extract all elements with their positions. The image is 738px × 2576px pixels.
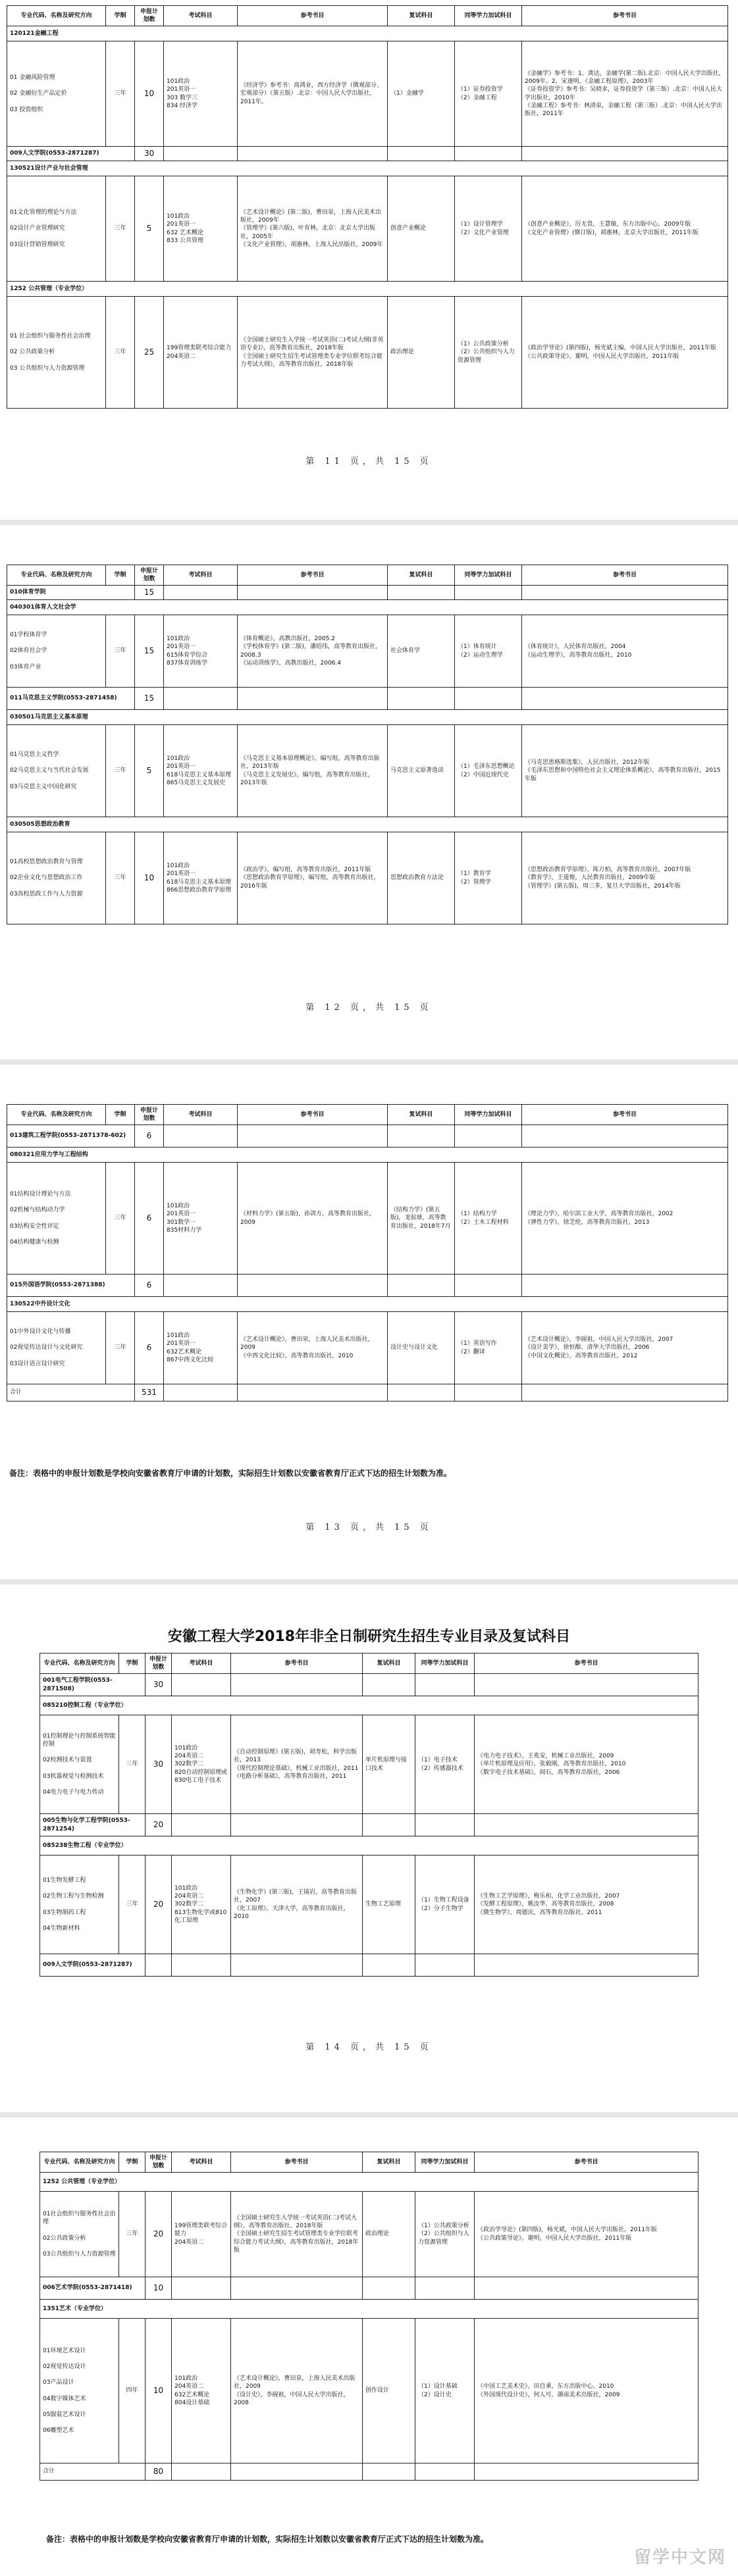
header-duration: 学制: [119, 2152, 145, 2173]
quota: 10: [135, 41, 164, 147]
total-quota: 80: [145, 2463, 172, 2481]
program-header: 085210控制工程（专业学位）: [40, 1696, 698, 1715]
exam-subjects: 199管理类联考综合能力 204英语二: [164, 297, 238, 409]
header-retest: 复试科目: [363, 1654, 415, 1674]
catalog-table-p14: [40, 1653, 698, 1977]
header-quota: 申报计划数: [145, 1654, 172, 1674]
school-header: 005生物与化学工程学院(0553-2871254): [40, 1814, 145, 1836]
retest-subject: 《结构力学》(第五版)，龙驭球，高等教育出版社，2018年7月: [388, 1163, 455, 1275]
reference-books: 《全国硕士研究生入学统一考试英语(二)考试大纲(非英语专业)》，高等教育出版社，2018年版 《全国硕士研究生招生考试管理类专业学位联考综合能力考试大纲》，高等教育出版社，2018年版: [238, 297, 388, 409]
program-header: 1252 公共管理（专业学位）: [7, 282, 728, 297]
table-header-row: [7, 565, 728, 586]
table-row: [40, 2173, 698, 2192]
equiv-reference-books: 《马克思恩格斯选集》，人民出版社，2012年版 《毛泽东思想和中国特色社会主义理论体系概论》，高等教育出版社，2015年版: [522, 725, 728, 817]
page-14: [0, 1612, 738, 2073]
header-quota: 申报计划数: [135, 1105, 164, 1125]
table-header-row: [7, 6, 728, 26]
duration: 三年: [106, 1163, 135, 1275]
header-retest: 复试科目: [388, 6, 455, 26]
reference-books: 《生物化学》(第三版)，王镜岩，高等教育出版社，2007 《化工原理》，天津大学，高等教育出版社，2010: [231, 1856, 363, 1954]
program-header: 120121金融工程: [7, 26, 728, 41]
table-row: [40, 1696, 698, 1715]
quota: 5: [135, 725, 164, 817]
table-row: [7, 1384, 728, 1402]
table-row: [7, 297, 728, 409]
table-row: [7, 147, 728, 161]
quota: 20: [145, 1814, 172, 1836]
school-header: 001电气工程学院(0553-2871508): [40, 1674, 145, 1696]
equiv-reference-books: 《艺术设计概论》，李砚祖，中国人民大学出版社，2007 《设计美学》，徐恒醇，清华大学出版社，2006 《中国文化概论》，高等教育出版社，2012: [522, 1312, 728, 1384]
header-program: 专业代码、名称及研究方向: [40, 1654, 119, 1674]
header-equiv: 同等学力加试科目: [415, 1654, 475, 1674]
catalog-table-p11: [7, 5, 728, 409]
table-row: [7, 1125, 728, 1148]
retest-subject: 政治理论: [388, 297, 455, 409]
header-refbooks: 参考书目: [238, 565, 388, 586]
page-15: [0, 2145, 738, 2576]
quota: 10: [145, 2277, 172, 2300]
table-row: [7, 710, 728, 725]
equiv-subjects: （1）体育统计 （2）运动生理学: [455, 615, 522, 688]
duration: 三年: [106, 832, 135, 924]
header-duration: 学制: [119, 1654, 145, 1674]
research-directions: 01结构设计理论与方法 02机械与结构动力学 03结构安全性评定 04结构健康与检测: [7, 1163, 106, 1275]
equiv-subjects: （1）公共政策分析 （2）公共组织与人力资源管理: [415, 2192, 475, 2277]
catalog-table-p12: [7, 565, 728, 924]
page-number: 第 14 页，共 15 页: [305, 2042, 433, 2052]
exam-subjects: 101政治 201英语一 618马克思主义基本原理 865马克思主义发展史: [164, 725, 238, 817]
school-header: 011马克思主义学院(0553-2871458): [7, 688, 135, 710]
quota: 6: [135, 1275, 164, 1297]
equiv-reference-books: 《政治学导论》(第四版)，杨光斌，中国人民大学出版社，2011年版 《公共政策导论》，谢明，中国人民大学出版社，2011年版: [475, 2192, 698, 2277]
header-quota: 申报计划数: [135, 6, 164, 26]
reference-books: 《材料力学》(第五版)，孙训方，高等教育出版社，2009: [238, 1163, 388, 1275]
table-row: [7, 615, 728, 688]
equiv-subjects: （1）毛泽东思想概论 （2）中国近现代史: [455, 725, 522, 817]
table-row: [7, 176, 728, 282]
table-row: [7, 1275, 728, 1297]
school-header: 010体育学院: [7, 586, 135, 600]
table-row: [7, 832, 728, 924]
equiv-subjects: （1）英语写作 （2）翻译: [455, 1312, 522, 1384]
page-divider: [0, 1579, 738, 1584]
reference-books: 《艺术设计概论》(第二版)，曹田泉，上海人民美术出版社，2009年 《管理学》(第六版)，叶育林，北京：北京大学出版社，2005年 《文化产业管理》，胡惠林，上海人民出版社，2009年: [238, 176, 388, 282]
quota: 10: [145, 2319, 172, 2463]
table-row: [7, 817, 728, 832]
research-directions: 01学校体育学 02体育社会学 03体育产业: [7, 615, 106, 688]
header-refbooks: 参考书目: [238, 6, 388, 26]
exam-subjects: 101政治 204英语二 302数学二 813生物化学或810化工原理: [172, 1856, 231, 1954]
equiv-subjects: （1）生物工程设备 （2）分子生物学: [415, 1856, 475, 1954]
page-12: [0, 559, 738, 1033]
school-header: 015外国语学院(0553-2871388): [7, 1275, 135, 1297]
site-watermark: 留学中文网: [633, 2548, 726, 2567]
retest-subject: 生物工艺原理: [363, 1856, 415, 1954]
equiv-subjects: （1）结构力学 （2）土木工程材料: [455, 1163, 522, 1275]
quota: 6: [135, 1125, 164, 1148]
header-quota: 申报计划数: [145, 2152, 172, 2173]
exam-subjects: 101政治 201英语一 632 艺术概论 833 公共管理: [164, 176, 238, 282]
research-directions: 01文化管理的理论与方法 02设计产业管理研究 03设计营销管理研究: [7, 176, 106, 282]
duration: 三年: [106, 297, 135, 409]
equiv-reference-books: 《政治学导论》(第四版)，杨光斌主编，中国人民大学出版社，2011年版 《公共政策导论》，谢明，中国人民大学出版社，2011年版: [522, 297, 728, 409]
reference-books: 《经济学》参考书：高鸿业，西方经济学（微观部分、宏观部分）（第五版）.北京：中国人民大学出版社，2011年。: [238, 41, 388, 147]
header-equiv-refs: 参考书目: [522, 6, 728, 26]
equiv-subjects: （1）设计管理学 （2）文化产业管理: [455, 176, 522, 282]
equiv-reference-books: 《理论力学》，哈尔滨工业大学，高等教育出版社，2002 《弹性力学》，徐芝纶，高等教育出版社，2013: [522, 1163, 728, 1275]
equiv-reference-books: 《电力电子技术》，王兆安，机械工业出版社，2009 《单片机原理及应用》，张毅刚，高等教育出版社，2010 《数字电子技术基础》，阎石，高等教育出版社，2006: [475, 1715, 698, 1814]
equiv-reference-books: 《金融学》参考书：1、黄达，金融学(第二版).北京：中国人民大学出版社，2009年。2、宋逢明，《金融工程原理》，2003年 《证券投资学》参考书：吴晓求，证券投资学（第三版）.北京：中国人民大学出版社，2010年 《金融工程》参考书：林清泉，金融工程（第三版）.北京：中国人民大学出版社，2011年: [522, 41, 728, 147]
research-directions: 01高校思想政治教育与管理 02企业文化与思想政治工作 03高校思政工作与人力资源: [7, 832, 106, 924]
header-equiv-refs: 参考书目: [475, 2152, 698, 2173]
table-row: [40, 2277, 698, 2300]
duration: 四年: [119, 2319, 145, 2463]
header-exam: 考试科目: [172, 1654, 231, 1674]
retest-subject: （1）金融学: [388, 41, 455, 147]
research-directions: 01 社会组织与服务性社会治理 02 公共政策分析 03 公共组织与人力资源管理: [7, 297, 106, 409]
program-header: 130522中外设计文化: [7, 1297, 728, 1312]
header-program: 专业代码、名称及研究方向: [7, 1105, 106, 1125]
quota: 6: [135, 1163, 164, 1275]
page-divider: [0, 2112, 738, 2117]
header-exam: 考试科目: [164, 565, 238, 586]
quota: 25: [135, 297, 164, 409]
quota: 30: [145, 1674, 172, 1696]
table-row: [40, 1836, 698, 1856]
table-row: [40, 1674, 698, 1696]
duration: 三年: [106, 1312, 135, 1384]
footnote: 备注：表格中的申报计划数是学校向安徽省教育厅申请的计划数，实际招生计划数以安徽省教育厅正式下达的招生计划数为准。: [46, 2535, 489, 2544]
school-header: 009人文学院(0553-2871287): [7, 147, 135, 161]
total-quota: 531: [135, 1384, 164, 1402]
table-row: [7, 600, 728, 615]
quota: 20: [145, 1856, 172, 1954]
quota: 10: [135, 832, 164, 924]
quota: 6: [135, 1312, 164, 1384]
header-program: 专业代码、名称及研究方向: [7, 565, 106, 586]
program-header: 080321应用力学与工程结构: [7, 1148, 728, 1163]
retest-subject: 创意产业概论: [388, 176, 455, 282]
page-number: 第 13 页，共 15 页: [305, 1523, 433, 1532]
page-divider: [0, 1059, 738, 1065]
school-header: 009人文学院(0553-2871287): [40, 1954, 145, 1977]
header-refbooks: 参考书目: [231, 1654, 363, 1674]
table-row: [40, 1715, 698, 1814]
exam-subjects: 199管理类联考综合能力 204英语二: [172, 2192, 231, 2277]
table-row: [7, 1163, 728, 1275]
total-label: 合计: [40, 2463, 145, 2481]
duration: 三年: [106, 176, 135, 282]
table-row: [40, 2463, 698, 2481]
retest-subject: 政治理论: [363, 2192, 415, 2277]
quota: 15: [135, 615, 164, 688]
program-header: 130521设计产业与社会管理: [7, 161, 728, 176]
quota: 15: [135, 688, 164, 710]
equiv-subjects: （1）证券投资学 （2）金融工程: [455, 41, 522, 147]
table-row: [40, 2319, 698, 2463]
exam-subjects: 101政治 201英语一 632艺术概论 867中西文化比较: [164, 1312, 238, 1384]
exam-subjects: 101政治 201英语一 303 数学三 834 经济学: [164, 41, 238, 147]
duration: 三年: [106, 725, 135, 817]
table-header-row: [40, 1654, 698, 1674]
header-duration: 学制: [106, 565, 135, 586]
header-program: 专业代码、名称及研究方向: [40, 2152, 119, 2173]
header-equiv-refs: 参考书目: [475, 1654, 698, 1674]
header-retest: 复试科目: [388, 565, 455, 586]
program-header: 085238生物工程（专业学位）: [40, 1836, 698, 1856]
equiv-subjects: （1）电子技术 （2）传感器技术: [415, 1715, 475, 1814]
header-retest: 复试科目: [388, 1105, 455, 1125]
school-header: 013建筑工程学院(0553-2871378-602): [7, 1125, 135, 1148]
reference-books: 《艺术设计概论》，曹田泉，上海人民美术出版社，2009 《中西文化比较》，高等教育出版社，2010: [238, 1312, 388, 1384]
table-header-row: [7, 1105, 728, 1125]
program-header: 1252 公共管理（专业学位）: [40, 2173, 698, 2192]
header-exam: 考试科目: [172, 2152, 231, 2173]
research-directions: 01马克思主义哲学 02马克思主义与当代社会发展 03马克思主义中国化研究: [7, 725, 106, 817]
research-directions: 01环境艺术设计 02视觉传达设计 03产品设计 04数字媒体艺术 05服装艺术设计 06雕塑艺术: [40, 2319, 119, 2463]
table-row: [7, 41, 728, 147]
retest-subject: 创作设计: [363, 2319, 415, 2463]
program-header: 040301体育人文社会学: [7, 600, 728, 615]
header-quota: 申报计划数: [135, 565, 164, 586]
reference-books: 《马克思主义基本原理概论》，编写组，高等教育出版社，2013年版 《马克思主义发展史》，编写组，高等教育出版社，2013年版: [238, 725, 388, 817]
exam-subjects: 101政治 201英语一 615体育学综合 837体育训练学: [164, 615, 238, 688]
equiv-reference-books: 《创意产业概论》，厉无畏，王慧敏，东方出版中心，2009年版 《文化产业管理》(修订版)，胡惠林，北京大学出版社，2011年版: [522, 176, 728, 282]
exam-subjects: 101政治 201英语一 618马克思主义基本原理 866思想政治教育学原理: [164, 832, 238, 924]
catalog-table-p13: [7, 1104, 728, 1402]
retest-subject: 马克思主义原著选读: [388, 725, 455, 817]
header-retest: 复试科目: [363, 2152, 415, 2173]
research-directions: 01中外设计文化与传播 02视觉传达设计与文化研究 03设计语言设计研究: [7, 1312, 106, 1384]
duration: 三年: [106, 615, 135, 688]
table-row: [40, 2192, 698, 2277]
table-row: [40, 1856, 698, 1954]
duration: 三年: [119, 1715, 145, 1814]
retest-subject: 社会体育学: [388, 615, 455, 688]
header-exam: 考试科目: [164, 1105, 238, 1125]
reference-books: 《体育概论》，高教出版社，2005.2 《学校体育学》(第二版)，潘绍伟，高等教育出版社，2008.3 《运动训练学》，高教出版社，2006.4: [238, 615, 388, 688]
header-equiv-refs: 参考书目: [522, 565, 728, 586]
research-directions: 01生物发酵工程 02生物工程与生物检测 03生物制药工程 04生物新材料: [40, 1856, 119, 1954]
page-divider: [0, 520, 738, 525]
duration: 三年: [106, 41, 135, 147]
exam-subjects: 101政治 204英语二 302数学二 820自动控制原理或830电工电子技术: [172, 1715, 231, 1814]
reference-books: 《全国硕士研究生入学统一考试英语(二)考试大纲》，高等教育出版社，2018年版 《全国硕士研究生招生考试管理类专业学位联考综合能力考试大纲》，高等教育出版社，2018年版: [231, 2192, 363, 2277]
header-equiv: 同等学力加试科目: [455, 1105, 522, 1125]
table-row: [7, 1312, 728, 1384]
page-11: [0, 0, 738, 480]
equiv-subjects: （1）设计基础 （2）设计史: [415, 2319, 475, 2463]
quota: 30: [145, 1715, 172, 1814]
reference-books: 《政治学》，编写组，高等教育出版社，2011年版 《思想政治教育学原理》，编写组，高等教育出版社，2016年版: [238, 832, 388, 924]
header-program: 专业代码、名称及研究方向: [7, 6, 106, 26]
document-title: 安徽工程大学2018年非全日制研究生招生专业目录及复试科目: [167, 1629, 571, 1645]
school-header: 006艺术学院(0553-2871418): [40, 2277, 145, 2300]
table-row: [40, 2300, 698, 2319]
quota: 20: [145, 2192, 172, 2277]
research-directions: 01 金融风险管理 02 金融衍生产品定价 03 投资组织: [7, 41, 106, 147]
header-equiv-refs: 参考书目: [522, 1105, 728, 1125]
table-row: [7, 282, 728, 297]
duration: 三年: [119, 2192, 145, 2277]
table-row: [7, 161, 728, 176]
reference-books: 《艺术设计概论》，曹田泉，上海人民美术出版社，2009 《设计史》，李砚祖，中国人民大学出版社，2008: [231, 2319, 363, 2463]
catalog-table-p15: [40, 2152, 698, 2481]
footnote: 备注：表格中的申报计划数是学校向安徽省教育厅申请的计划数，实际招生计划数以安徽省教育厅正式下达的招生计划数为准。: [9, 1469, 452, 1478]
retest-subject: 单片机原理与接口技术: [363, 1715, 415, 1814]
program-header: 1351艺术（专业学位）: [40, 2300, 698, 2319]
header-equiv: 同等学力加试科目: [415, 2152, 475, 2173]
equiv-reference-books: 《中国工艺美术史》，田自秉，东方出版中心，2010 《外国现代设计史》，何人可，湖南美术出版社，2009: [475, 2319, 698, 2463]
table-row: [40, 1814, 698, 1836]
research-directions: 01控制理论与控制系统智能控制 02检测技术与装置 03机器视觉与检测技术 04电力电子与电力传动: [40, 1715, 119, 1814]
page-number: 第 12 页，共 15 页: [305, 1003, 433, 1013]
header-refbooks: 参考书目: [231, 2152, 363, 2173]
table-row: [7, 725, 728, 817]
table-row: [7, 688, 728, 710]
header-equiv: 同等学力加试科目: [455, 6, 522, 26]
retest-subject: 设计史与设计文化: [388, 1312, 455, 1384]
header-equiv: 同等学力加试科目: [455, 565, 522, 586]
equiv-subjects: （1）公共政策分析 （2）公共组织与人力资源管理: [455, 297, 522, 409]
program-header: 030505思想政治教育: [7, 817, 728, 832]
equiv-reference-books: 《体育统计》，人民体育出版社，2004 《运动生理学》，高等教育出版社，2010: [522, 615, 728, 688]
table-header-row: [40, 2152, 698, 2173]
header-refbooks: 参考书目: [238, 1105, 388, 1125]
header-duration: 学制: [106, 6, 135, 26]
table-row: [40, 1954, 698, 1977]
table-row: [7, 1297, 728, 1312]
page-number: 第 11 页，共 15 页: [305, 457, 433, 467]
exam-subjects: 101政治 204英语二 632艺术概论 804设计基础: [172, 2319, 231, 2463]
table-row: [7, 586, 728, 600]
reference-books: 《自动控制原理》(第五版)，胡寿松，科学出版社，2013 《现代控制理论基础》，机械工业出版社，2011 《电路分析基础》，高等教育出版社，2011: [231, 1715, 363, 1814]
equiv-subjects: （1）教育学 （2）管理学: [455, 832, 522, 924]
quota: 5: [135, 176, 164, 282]
header-exam: 考试科目: [164, 6, 238, 26]
quota: 30: [135, 147, 164, 161]
equiv-reference-books: 《生物工艺学原理》，梅乐和，化学工业出版社，2007 《发酵工程原理》，姚汝华，高等教育出版社，2008 《微生物学》，周德庆，高等教育出版社，2011: [475, 1856, 698, 1954]
exam-subjects: 101政治 201英语一 301数学一 835材料力学: [164, 1163, 238, 1275]
retest-subject: 思想政治教育方法论: [388, 832, 455, 924]
table-row: [7, 1148, 728, 1163]
table-row: [7, 26, 728, 41]
quota: 15: [135, 586, 164, 600]
header-duration: 学制: [106, 1105, 135, 1125]
total-label: 合计: [7, 1384, 135, 1402]
equiv-reference-books: 《思想政治教育学原理》，陈万柏，高等教育出版社，2007年版 《教育学》，王道俊，人民教育出版社，2009年版 《管理学》(第五版)，周三多，复旦大学出版社，2014年版: [522, 832, 728, 924]
research-directions: 01社会组织与服务性社会治理 02公共政策分析 03公共组织与人力资源管理: [40, 2192, 119, 2277]
program-header: 030501马克思主义基本原理: [7, 710, 728, 725]
duration: 三年: [119, 1856, 145, 1954]
page-13: [0, 1099, 738, 1553]
